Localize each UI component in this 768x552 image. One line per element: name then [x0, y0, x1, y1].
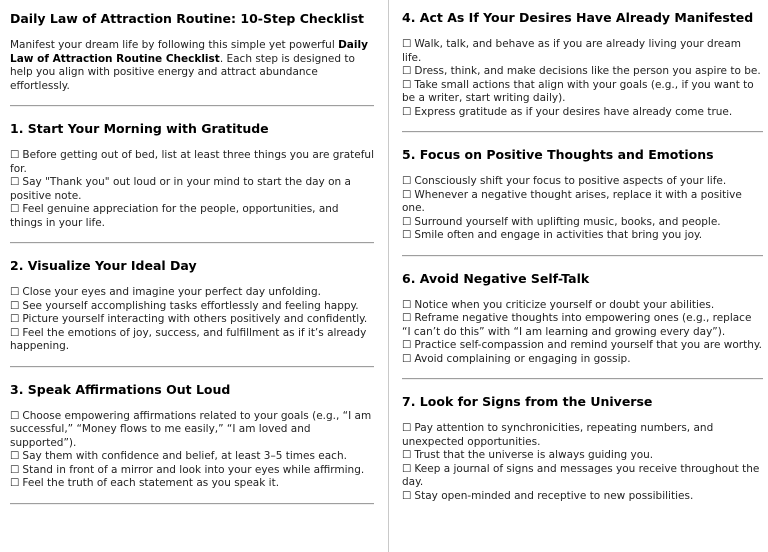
checklist-item	[10, 149, 374, 176]
checklist-items	[402, 422, 763, 503]
checklist-item	[402, 422, 763, 449]
checklist-item	[10, 286, 374, 300]
checklist-section	[10, 382, 374, 491]
checklist-item	[10, 477, 374, 491]
checkbox-icon: ☐	[402, 298, 412, 311]
checklist-section	[402, 10, 763, 119]
checklist-item-label: Smile often and engage in activities that bring you joy.	[414, 229, 703, 241]
checklist-item-label: Close your eyes and imagine your perfect day unfolding.	[22, 286, 321, 298]
checklist-item-label: Take small actions that align with your goals (e.g., if you want to be a writer, start writing daily).	[402, 78, 754, 104]
checklist-item	[402, 339, 763, 353]
checklist-item	[402, 312, 763, 339]
checklist-section	[402, 271, 763, 367]
checklist-item	[402, 38, 763, 65]
checklist-item	[402, 299, 763, 313]
checkbox-icon: ☐	[10, 299, 20, 312]
checklist-item	[402, 463, 763, 490]
checklist-item-label: Keep a journal of signs and messages you receive throughout the day.	[402, 462, 760, 488]
right-column	[389, 0, 768, 552]
section-heading: 5. Focus on Positive Thoughts and Emotions	[402, 147, 714, 162]
intro-text-post: . Each step is designed to help you align with positive energy and attract abundance effortlessly.	[10, 52, 355, 92]
intro-paragraph	[10, 39, 374, 93]
checkbox-icon: ☐	[402, 229, 412, 241]
checklist-item	[402, 65, 763, 79]
checkbox-icon: ☐	[402, 489, 412, 502]
checkbox-icon: ☐	[10, 463, 20, 476]
section-divider	[10, 105, 374, 107]
checklist-item	[10, 176, 374, 203]
intro-text-pre: Manifest your dream life by following this simple yet powerful	[10, 39, 339, 51]
checklist-item	[402, 490, 763, 504]
checklist-section	[10, 258, 374, 354]
checkbox-icon: ☐	[402, 188, 412, 201]
section-heading: 2. Visualize Your Ideal Day	[10, 258, 197, 273]
checklist-item	[10, 464, 374, 478]
page-title: Daily Law of Attraction Routine: 10-Step Checklist	[10, 11, 364, 26]
checklist-item-label: Express gratitude as if your desires have already come true.	[414, 105, 733, 118]
checklist-item-label: Consciously shift your focus to positive aspects of your life.	[414, 175, 727, 187]
checklist-section	[402, 147, 763, 243]
checkbox-icon: ☐	[402, 105, 412, 118]
section-divider	[402, 131, 763, 133]
checkbox-icon: ☐	[402, 352, 412, 365]
checklist-item-label: Say them with confidence and belief, at least 3–5 times each.	[22, 450, 347, 462]
checklist-item-label: See yourself accomplishing tasks effortlessly and feeling happy.	[22, 299, 359, 312]
checklist-item	[402, 175, 763, 189]
checklist-item-label: Stay open-minded and receptive to new possibilities.	[414, 489, 694, 502]
checklist-item	[402, 216, 763, 230]
checklist-item-label: Surround yourself with uplifting music, books, and people.	[414, 215, 721, 228]
checkbox-icon: ☐	[10, 450, 20, 462]
checklist-item-label: Notice when you criticize yourself or doubt your abilities.	[414, 298, 715, 311]
section-divider	[10, 503, 374, 505]
section-divider	[402, 378, 763, 380]
checkbox-icon: ☐	[402, 449, 412, 461]
checkbox-icon: ☐	[10, 203, 20, 215]
checkbox-icon: ☐	[10, 326, 20, 339]
checklist-item-label: Practice self-compassion and remind yourself that you are worthy.	[414, 339, 762, 351]
checklist-item	[10, 410, 374, 451]
checkbox-icon: ☐	[10, 409, 20, 422]
checklist-item-label: Before getting out of bed, list at least three things you are grateful for.	[10, 149, 375, 175]
section-divider	[402, 255, 763, 257]
intro-text-bold: Daily Law of Attraction Routine Checklist	[10, 39, 368, 65]
checkbox-icon: ☐	[10, 286, 20, 298]
checklist-section	[402, 394, 763, 503]
checkbox-icon: ☐	[402, 312, 412, 324]
checklist-item	[402, 79, 763, 106]
checklist-item-label: Trust that the universe is always guiding you.	[414, 449, 654, 461]
checklist-item	[402, 449, 763, 463]
checklist-item-label: Choose empowering affirmations related to your goals (e.g., “I am successful,” “Money flows to me easily,” “I am loved and supported”).	[10, 409, 372, 449]
checklist-item	[402, 106, 763, 120]
checkbox-icon: ☐	[402, 339, 412, 351]
checklist-item	[10, 327, 374, 354]
checklist-item-label: Feel genuine appreciation for the people, opportunities, and things in your life.	[10, 203, 339, 229]
checklist-items	[10, 149, 374, 230]
checklist-item-label: Feel the emotions of joy, success, and fulfillment as if it’s already happening.	[10, 326, 367, 352]
checklist-item-label: Pay attention to synchronicities, repeating numbers, and unexpected opportunities.	[402, 422, 714, 448]
checklist-items	[10, 286, 374, 354]
checklist-item-label: Avoid complaining or engaging in gossip.	[414, 352, 631, 365]
checklist-item-label: Reframe negative thoughts into empowering ones (e.g., replace “I can’t do this” with “I am learning and growing every day”).	[402, 312, 752, 338]
checklist-item	[402, 229, 763, 243]
checklist-items	[402, 299, 763, 367]
checklist-item-label: Say "Thank you" out loud or in your mind to start the day on a positive note.	[10, 176, 351, 202]
section-heading: 6. Avoid Negative Self-Talk	[402, 270, 590, 286]
checkbox-icon: ☐	[10, 176, 20, 188]
checkbox-icon: ☐	[402, 78, 412, 91]
checkbox-icon: ☐	[402, 38, 412, 50]
checklist-item-label: Picture yourself interacting with others positively and confidently.	[22, 313, 368, 325]
checkbox-icon: ☐	[10, 477, 20, 489]
checklist-item	[10, 203, 374, 230]
checklist-item-label: Dress, think, and make decisions like the person you aspire to be.	[414, 65, 761, 77]
section-heading: 3. Speak Affirmations Out Loud	[10, 381, 231, 397]
checklist-item	[402, 189, 763, 216]
section-heading: 4. Act As If Your Desires Have Already Manifested	[402, 10, 754, 25]
section-divider	[10, 242, 374, 244]
checkbox-icon: ☐	[10, 313, 20, 325]
section-divider	[10, 366, 374, 368]
checklist-item	[10, 300, 374, 314]
section-heading: 7. Look for Signs from the Universe	[402, 394, 653, 409]
right-sections-container	[402, 10, 763, 503]
checklist-item	[10, 313, 374, 327]
checklist-item-label: Walk, talk, and behave as if you are already living your dream life.	[402, 38, 741, 64]
checklist-item-label: Stand in front of a mirror and look into your eyes while affirming.	[22, 463, 365, 476]
checklist-item	[402, 353, 763, 367]
checkbox-icon: ☐	[402, 175, 412, 187]
checkbox-icon: ☐	[402, 215, 412, 228]
checklist-items	[10, 410, 374, 491]
checklist-item	[10, 450, 374, 464]
section-heading: 1. Start Your Morning with Gratitude	[10, 121, 269, 136]
left-sections-container	[10, 105, 374, 505]
checkbox-icon: ☐	[402, 422, 412, 434]
checklist-item-label: Feel the truth of each statement as you speak it.	[22, 477, 280, 489]
checkbox-icon: ☐	[402, 65, 412, 77]
checklist-items	[402, 175, 763, 243]
checkbox-icon: ☐	[402, 462, 412, 475]
checkbox-icon: ☐	[10, 149, 20, 161]
checklist-item-label: Whenever a negative thought arises, replace it with a positive one.	[402, 188, 742, 214]
checklist-section	[10, 121, 374, 230]
checklist-items	[402, 38, 763, 119]
